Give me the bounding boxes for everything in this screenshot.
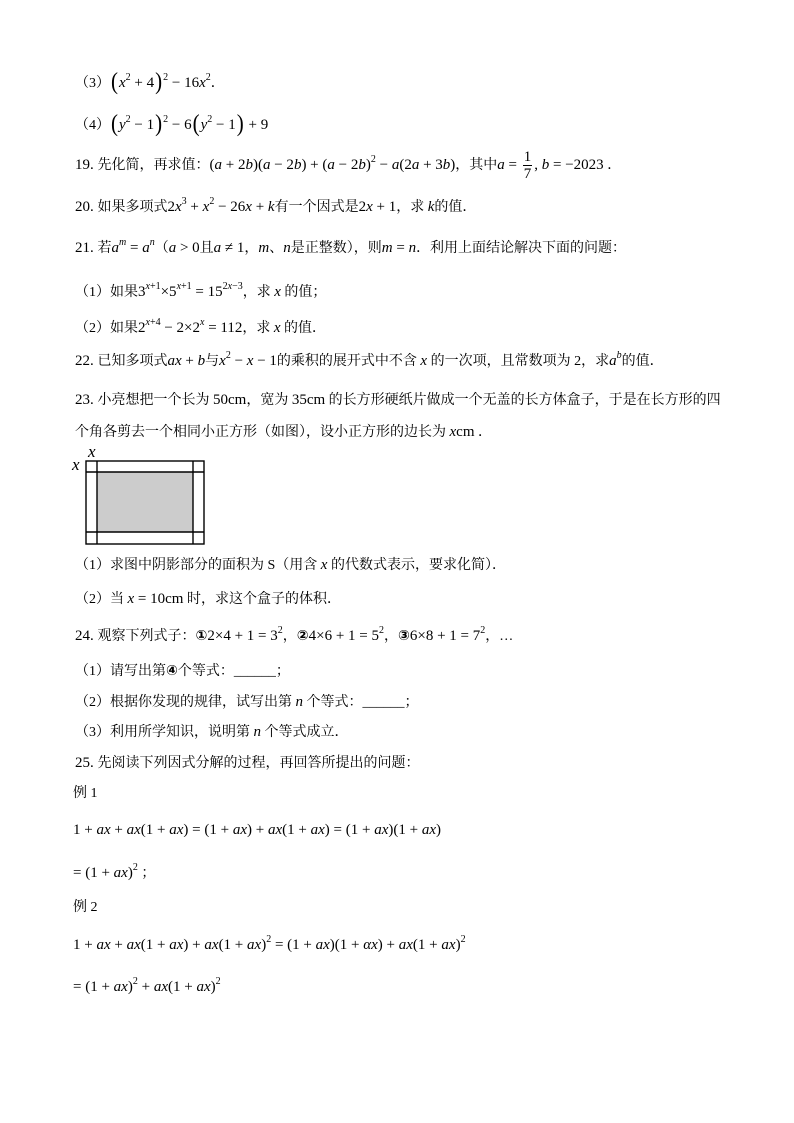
q18-item-3: $(3)(x^2 + 4)^2 - 16x^2$． <box>75 67 225 95</box>
figure-label-top-x: x <box>88 442 96 461</box>
q23-stem-line-2: 个角各剪去一个相同小正方形（如图），设小正方形的边长为 xcm ． <box>75 424 492 440</box>
q23-stem-line-1: 23. 小亮想把一个长为 50cm，宽为 35cm 的长方形硬纸片做成一个无盖的长方体盒子，于是在长方形的四 <box>75 392 721 408</box>
q25-stem: 25. 先阅读下列因式分解的过程，再回答所提出的问题： <box>75 755 420 771</box>
q21-part-2: （2）如果$2^{x+4} - 2\times 2^x = 112$，求 x 的值． <box>75 317 327 336</box>
q22-text: 22. 已知多项式ax + b与$x^2 - x - 1$的乘积的展开式中不含 x 的一次项，且常数项为 2，求$a^b$的值． <box>75 350 664 369</box>
q23-part-1: （1）求图中阴影部分的面积为 S（用含 x 的代数式表示，要求化简）． <box>75 557 506 573</box>
q25-example-1-line-1: 1 + ax + ax(1 + ax) = (1 + ax) + ax(1 + ax) = (1 + ax)(1 + ax) <box>73 822 442 838</box>
q25-example-2-label: 例 2 <box>73 900 98 915</box>
q23-part-2: （2）当 x = 10cm 时，求这个盒子的体积． <box>75 591 341 607</box>
q24-part-3: （3）利用所学知识，说明第 n 个等式成立． <box>75 724 349 740</box>
q18-item-4: $(4)(y^2 - 1)^2 - 6(y^2 - 1) + 9$ <box>75 109 269 137</box>
q23-rectangle-figure <box>65 440 215 550</box>
q24-part-2: （2）根据你发现的规律，试写出第 n 个等式：______； <box>75 694 419 710</box>
q20-text: 20. 如果多项式$2x^3 + x^2 - 26x + k$有一个因式是2x + 1，求 k的值． <box>75 196 477 215</box>
q19-text: 19. 先化简，再求值：$(a + 2b)(a - 2b) + (a - 2b)^2 - a(2a + 3b)$，其中a = $\frac{1}{7}$ , b = −2023 ． <box>75 149 622 183</box>
q24-stem: 24. 观察下列式子：①2×4 + $1 = 3^2$，②4×6 + $1 = 5^2$，③6×8 + $1 = 7^2$，… <box>75 625 514 644</box>
q21-stem: 21. 若$a^m = a^n(a > 0$且a ≠ 1，m、n是正整数），则m = n．利用上面结论解决下面的问题： <box>75 237 627 256</box>
q25-example-2-line-1: 1 + ax + ax(1 + ax) + ax(1 + ax)$^2$ = (1 + ax)(1 + αx) + ax(1 + ax)$^2$ <box>73 934 466 953</box>
figure-label-left-x: x <box>72 455 80 474</box>
q25-example-1-line-2: = (1 + ax)$^2$ ； <box>73 862 156 881</box>
shaded-region <box>97 472 193 532</box>
q25-example-1-label: 例 1 <box>73 786 98 801</box>
fraction: $\frac{1}{7}$ <box>523 149 532 183</box>
q24-part-1: （1）请写出第④个等式：______； <box>75 663 290 679</box>
q25-example-2-line-2: = (1 + ax)$^2$ + ax(1 + ax)$^2$ <box>73 976 221 995</box>
q21-part-1: （1）如果$3^{x+1}\times 5^{x+1} = 15^{2x-3}$，求 x 的值； <box>75 281 327 300</box>
